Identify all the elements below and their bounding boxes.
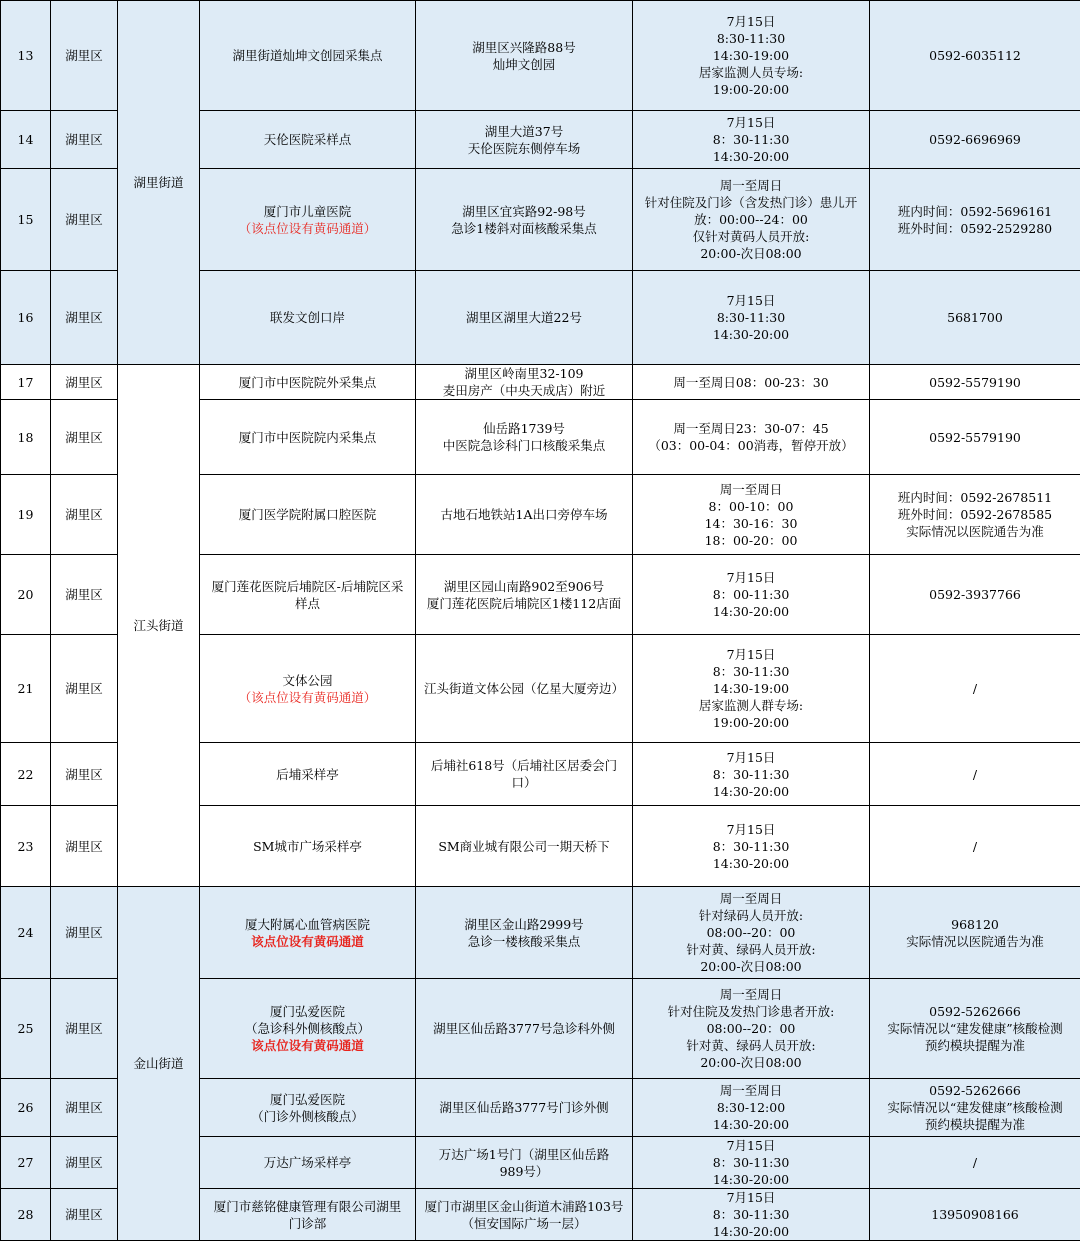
row-number: 19: [1, 475, 51, 555]
site-cell: [200, 635, 416, 743]
street-cell: 湖里街道: [118, 1, 200, 365]
street-cell: 金山街道: [118, 887, 200, 1241]
cell-line: 湖里区湖里大道22号: [419, 309, 629, 326]
hours-cell: [633, 111, 870, 169]
site-cell: [200, 887, 416, 979]
cell-line: 针对住院及发热门诊患者开放:: [636, 1003, 866, 1020]
cell-line: 8：30-11:30: [636, 1206, 866, 1223]
address-cell: [416, 365, 633, 400]
cell-line: （03：00-04：00消毒，暂停开放）: [636, 437, 866, 454]
cell-line: 厦门医学院附属口腔医院: [203, 506, 412, 523]
cell-line: 0592-6696969: [873, 131, 1077, 148]
district-cell: 湖里区: [51, 555, 118, 635]
cell-line: 0592-6035112: [873, 47, 1077, 64]
site-cell: [200, 806, 416, 887]
cell-line: 14:30-20:00: [636, 855, 866, 872]
cell-line: 门诊部: [203, 1215, 412, 1232]
phone-cell: [870, 365, 1080, 400]
district-cell: 湖里区: [51, 271, 118, 365]
cell-line: 该点位设有黄码通道: [203, 1037, 412, 1054]
cell-line: 14:30-20:00: [636, 1116, 866, 1133]
cell-line: 后埔社618号（后埔社区居委会门: [419, 757, 629, 774]
cell-line: 7月15日: [636, 13, 866, 30]
cell-line: 急诊1楼斜对面核酸采集点: [419, 220, 629, 237]
cell-line: SM商业城有限公司一期天桥下: [419, 838, 629, 855]
cell-line: 14:30-20:00: [636, 783, 866, 800]
cell-line: 18：00-20：00: [636, 532, 866, 549]
cell-line: /: [873, 766, 1077, 783]
cell-line: 预约模块提醒为准: [873, 1037, 1077, 1054]
cell-line: 班内时间：0592-2678511: [873, 489, 1077, 506]
site-cell: [200, 365, 416, 400]
district-cell: 湖里区: [51, 743, 118, 806]
cell-line: 仅针对黄码人员开放:: [636, 228, 866, 245]
row-number: 27: [1, 1137, 51, 1189]
cell-line: （该点位设有黄码通道）: [203, 220, 412, 237]
address-cell: [416, 169, 633, 271]
cell-line: 14:30-20:00: [636, 603, 866, 620]
phone-cell: [870, 635, 1080, 743]
hours-cell: [633, 635, 870, 743]
site-cell: [200, 743, 416, 806]
cell-line: 8：30-11:30: [636, 838, 866, 855]
hours-cell: [633, 555, 870, 635]
cell-line: 7月15日: [636, 821, 866, 838]
hours-cell: [633, 743, 870, 806]
cell-line: （急诊科外侧核酸点）: [203, 1020, 412, 1037]
cell-line: 7月15日: [636, 646, 866, 663]
cell-line: 0592-5262666: [873, 1082, 1077, 1099]
cell-line: 0592-3937766: [873, 586, 1077, 603]
district-cell: 湖里区: [51, 1079, 118, 1137]
cell-line: 实际情况以“建发健康”核酸检测: [873, 1020, 1077, 1037]
cell-line: 7月15日: [636, 1137, 866, 1154]
cell-line: 急诊一楼核酸采集点: [419, 933, 629, 950]
district-cell: 湖里区: [51, 887, 118, 979]
district-cell: 湖里区: [51, 365, 118, 400]
row-number: 26: [1, 1079, 51, 1137]
cell-line: 14:30-20:00: [636, 148, 866, 165]
hours-cell: [633, 400, 870, 475]
cell-line: 08:00--20：00: [636, 924, 866, 941]
district-cell: 湖里区: [51, 400, 118, 475]
cell-line: 厦门市中医院院内采集点: [203, 429, 412, 446]
cell-line: 5681700: [873, 309, 1077, 326]
cell-line: 湖里区宜宾路92-98号: [419, 203, 629, 220]
address-cell: [416, 475, 633, 555]
cell-line: 实际情况以“建发健康”核酸检测: [873, 1099, 1077, 1116]
cell-line: 14:30-20:00: [636, 1223, 866, 1240]
cell-line: 针对黄、绿码人员开放:: [636, 1037, 866, 1054]
hours-cell: [633, 806, 870, 887]
hours-cell: [633, 365, 870, 400]
address-cell: [416, 743, 633, 806]
cell-line: 班外时间：0592-2678585: [873, 506, 1077, 523]
cell-line: 8：30-11:30: [636, 663, 866, 680]
cell-line: 厦门市中医院院外采集点: [203, 374, 412, 391]
address-cell: [416, 806, 633, 887]
address-cell: [416, 1, 633, 111]
street-cell: 江头街道: [118, 365, 200, 887]
cell-line: 口）: [419, 774, 629, 791]
cell-line: 班内时间：0592-5696161: [873, 203, 1077, 220]
cell-line: 样点: [203, 595, 412, 612]
cell-line: 后埔采样亭: [203, 766, 412, 783]
address-cell: [416, 400, 633, 475]
phone-cell: [870, 169, 1080, 271]
cell-line: 周一至周日: [636, 481, 866, 498]
cell-line: 20:00-次日08:00: [636, 1054, 866, 1071]
cell-line: 周一至周日23：30-07：45: [636, 420, 866, 437]
cell-line: 天伦医院采样点: [203, 131, 412, 148]
hours-cell: [633, 271, 870, 365]
phone-cell: [870, 271, 1080, 365]
phone-cell: [870, 1, 1080, 111]
phone-cell: [870, 111, 1080, 169]
cell-line: /: [873, 680, 1077, 697]
site-cell: [200, 169, 416, 271]
cell-line: 0592-5579190: [873, 374, 1077, 391]
district-cell: 湖里区: [51, 111, 118, 169]
cell-line: 14:30-20:00: [636, 326, 866, 343]
row-number: 21: [1, 635, 51, 743]
row-number: 28: [1, 1189, 51, 1241]
hours-cell: [633, 1189, 870, 1241]
cell-line: 7月15日: [636, 569, 866, 586]
address-cell: [416, 635, 633, 743]
cell-line: 14：30-16：30: [636, 515, 866, 532]
cell-line: 8：30-11:30: [636, 131, 866, 148]
cell-line: 厦门市慈铭健康管理有限公司湖里: [203, 1198, 412, 1215]
row-number: 13: [1, 1, 51, 111]
cell-line: 7月15日: [636, 114, 866, 131]
address-cell: [416, 555, 633, 635]
phone-cell: [870, 1079, 1080, 1137]
cell-line: 08:00--20：00: [636, 1020, 866, 1037]
cell-line: 968120: [873, 916, 1077, 933]
cell-line: 湖里区岭南里32-109: [419, 365, 629, 382]
phone-cell: [870, 743, 1080, 806]
cell-line: 针对绿码人员开放:: [636, 907, 866, 924]
cell-line: 古地石地铁站1A出口旁停车场: [419, 506, 629, 523]
row-number: 15: [1, 169, 51, 271]
address-cell: [416, 979, 633, 1079]
site-cell: [200, 979, 416, 1079]
phone-cell: [870, 555, 1080, 635]
phone-cell: [870, 400, 1080, 475]
address-cell: [416, 1079, 633, 1137]
table-row: [1, 365, 1080, 400]
site-cell: [200, 271, 416, 365]
cell-line: 天伦医院东侧停车场: [419, 140, 629, 157]
cell-line: 联发文创口岸: [203, 309, 412, 326]
phone-cell: [870, 806, 1080, 887]
cell-line: 该点位设有黄码通道: [203, 933, 412, 950]
cell-line: 文体公园: [203, 672, 412, 689]
phone-cell: [870, 1137, 1080, 1189]
site-cell: [200, 111, 416, 169]
row-number: 24: [1, 887, 51, 979]
phone-cell: [870, 979, 1080, 1079]
cell-line: 0592-5262666: [873, 1003, 1077, 1020]
cell-line: 8:30-11:30: [636, 30, 866, 47]
cell-line: 湖里区仙岳路3777号急诊科外侧: [419, 1020, 629, 1037]
cell-line: 周一至周日: [636, 890, 866, 907]
site-cell: [200, 555, 416, 635]
cell-line: 8：00-10：00: [636, 498, 866, 515]
cell-line: 14:30-19:00: [636, 680, 866, 697]
cell-line: 20:00-次日08:00: [636, 958, 866, 975]
address-cell: [416, 111, 633, 169]
row-number: 23: [1, 806, 51, 887]
cell-line: 8：00-11:30: [636, 586, 866, 603]
cell-line: 周一至周日: [636, 986, 866, 1003]
cell-line: /: [873, 838, 1077, 855]
cell-line: /: [873, 1154, 1077, 1171]
cell-line: 厦大附属心血管病医院: [203, 916, 412, 933]
site-cell: [200, 1, 416, 111]
district-cell: 湖里区: [51, 1189, 118, 1241]
address-cell: [416, 271, 633, 365]
cell-line: 14:30-20:00: [636, 1171, 866, 1188]
hours-cell: [633, 169, 870, 271]
district-cell: 湖里区: [51, 475, 118, 555]
cell-line: 8：30-11:30: [636, 1154, 866, 1171]
cell-line: 居家监测人群专场:: [636, 697, 866, 714]
cell-line: SM城市广场采样亭: [203, 838, 412, 855]
row-number: 18: [1, 400, 51, 475]
cell-line: 20:00-次日08:00: [636, 245, 866, 262]
site-cell: [200, 1137, 416, 1189]
hours-cell: [633, 979, 870, 1079]
hours-cell: [633, 1137, 870, 1189]
phone-cell: [870, 1189, 1080, 1241]
table-row: [1, 1, 1080, 111]
cell-line: 放：00:00--24：00: [636, 211, 866, 228]
row-number: 14: [1, 111, 51, 169]
district-cell: 湖里区: [51, 979, 118, 1079]
address-cell: [416, 887, 633, 979]
cell-line: （门诊外侧核酸点）: [203, 1108, 412, 1125]
site-cell: [200, 400, 416, 475]
row-number: 17: [1, 365, 51, 400]
cell-line: 厦门市儿童医院: [203, 203, 412, 220]
district-cell: 湖里区: [51, 1, 118, 111]
cell-line: 厦门弘爱医院: [203, 1091, 412, 1108]
table-body: [1, 1, 1080, 1241]
cell-line: 湖里大道37号: [419, 123, 629, 140]
cell-line: （恒安国际广场一层）: [419, 1215, 629, 1232]
hours-cell: [633, 1079, 870, 1137]
cell-line: 湖里区园山南路902至906号: [419, 578, 629, 595]
cell-line: 7月15日: [636, 749, 866, 766]
cell-line: 江头街道文体公园（亿星大厦旁边）: [419, 680, 629, 697]
cell-line: 中医院急诊科门口核酸采集点: [419, 437, 629, 454]
hours-cell: [633, 1, 870, 111]
cell-line: 19:00-20:00: [636, 81, 866, 98]
cell-line: 14:30-19:00: [636, 47, 866, 64]
row-number: 16: [1, 271, 51, 365]
cell-line: 班外时间：0592-2529280: [873, 220, 1077, 237]
cell-line: 厦门市湖里区金山街道木浦路103号: [419, 1198, 629, 1215]
cell-line: 周一至周日: [636, 1082, 866, 1099]
row-number: 22: [1, 743, 51, 806]
cell-line: 针对黄、绿码人员开放:: [636, 941, 866, 958]
cell-line: 湖里区金山路2999号: [419, 916, 629, 933]
phone-cell: [870, 887, 1080, 979]
site-cell: [200, 475, 416, 555]
cell-line: 周一至周日08：00-23：30: [636, 374, 866, 391]
cell-line: 8:30-11:30: [636, 309, 866, 326]
cell-line: 仙岳路1739号: [419, 420, 629, 437]
hours-cell: [633, 475, 870, 555]
cell-line: 0592-5579190: [873, 429, 1077, 446]
cell-line: 周一至周日: [636, 177, 866, 194]
district-cell: 湖里区: [51, 1137, 118, 1189]
row-number: 20: [1, 555, 51, 635]
phone-cell: [870, 475, 1080, 555]
cell-line: 灿坤文创园: [419, 56, 629, 73]
cell-line: 7月15日: [636, 292, 866, 309]
row-number: 25: [1, 979, 51, 1079]
site-cell: [200, 1189, 416, 1241]
cell-line: 预约模块提醒为准: [873, 1116, 1077, 1133]
table-row: [1, 887, 1080, 979]
cell-line: 湖里区兴隆路88号: [419, 39, 629, 56]
cell-line: 麦田房产（中央天成店）附近: [419, 382, 629, 399]
district-cell: 湖里区: [51, 169, 118, 271]
district-cell: 湖里区: [51, 806, 118, 887]
district-cell: 湖里区: [51, 635, 118, 743]
cell-line: 湖里街道灿坤文创园采集点: [203, 47, 412, 64]
cell-line: 实际情况以医院通告为准: [873, 933, 1077, 950]
cell-line: 13950908166: [873, 1206, 1077, 1223]
cell-line: 湖里区仙岳路3777号门诊外侧: [419, 1099, 629, 1116]
cell-line: 厦门莲花医院后埔院区1楼112店面: [419, 595, 629, 612]
address-cell: [416, 1189, 633, 1241]
site-cell: [200, 1079, 416, 1137]
cell-line: 7月15日: [636, 1189, 866, 1206]
cell-line: 万达广场1号门（湖里区仙岳路: [419, 1146, 629, 1163]
cell-line: 989号）: [419, 1163, 629, 1180]
cell-line: 19:00-20:00: [636, 714, 866, 731]
cell-line: 万达广场采样亭: [203, 1154, 412, 1171]
hours-cell: [633, 887, 870, 979]
cell-line: 8：30-11:30: [636, 766, 866, 783]
cell-line: 居家监测人员专场:: [636, 64, 866, 81]
cell-line: 厦门莲花医院后埔院区-后埔院区采: [203, 578, 412, 595]
cell-line: （该点位设有黄码通道）: [203, 689, 412, 706]
cell-line: 实际情况以医院通告为准: [873, 523, 1077, 540]
cell-line: 8:30-12:00: [636, 1099, 866, 1116]
cell-line: 厦门弘爱医院: [203, 1003, 412, 1020]
address-cell: [416, 1137, 633, 1189]
cell-line: 针对住院及门诊（含发热门诊）患儿开: [636, 194, 866, 211]
